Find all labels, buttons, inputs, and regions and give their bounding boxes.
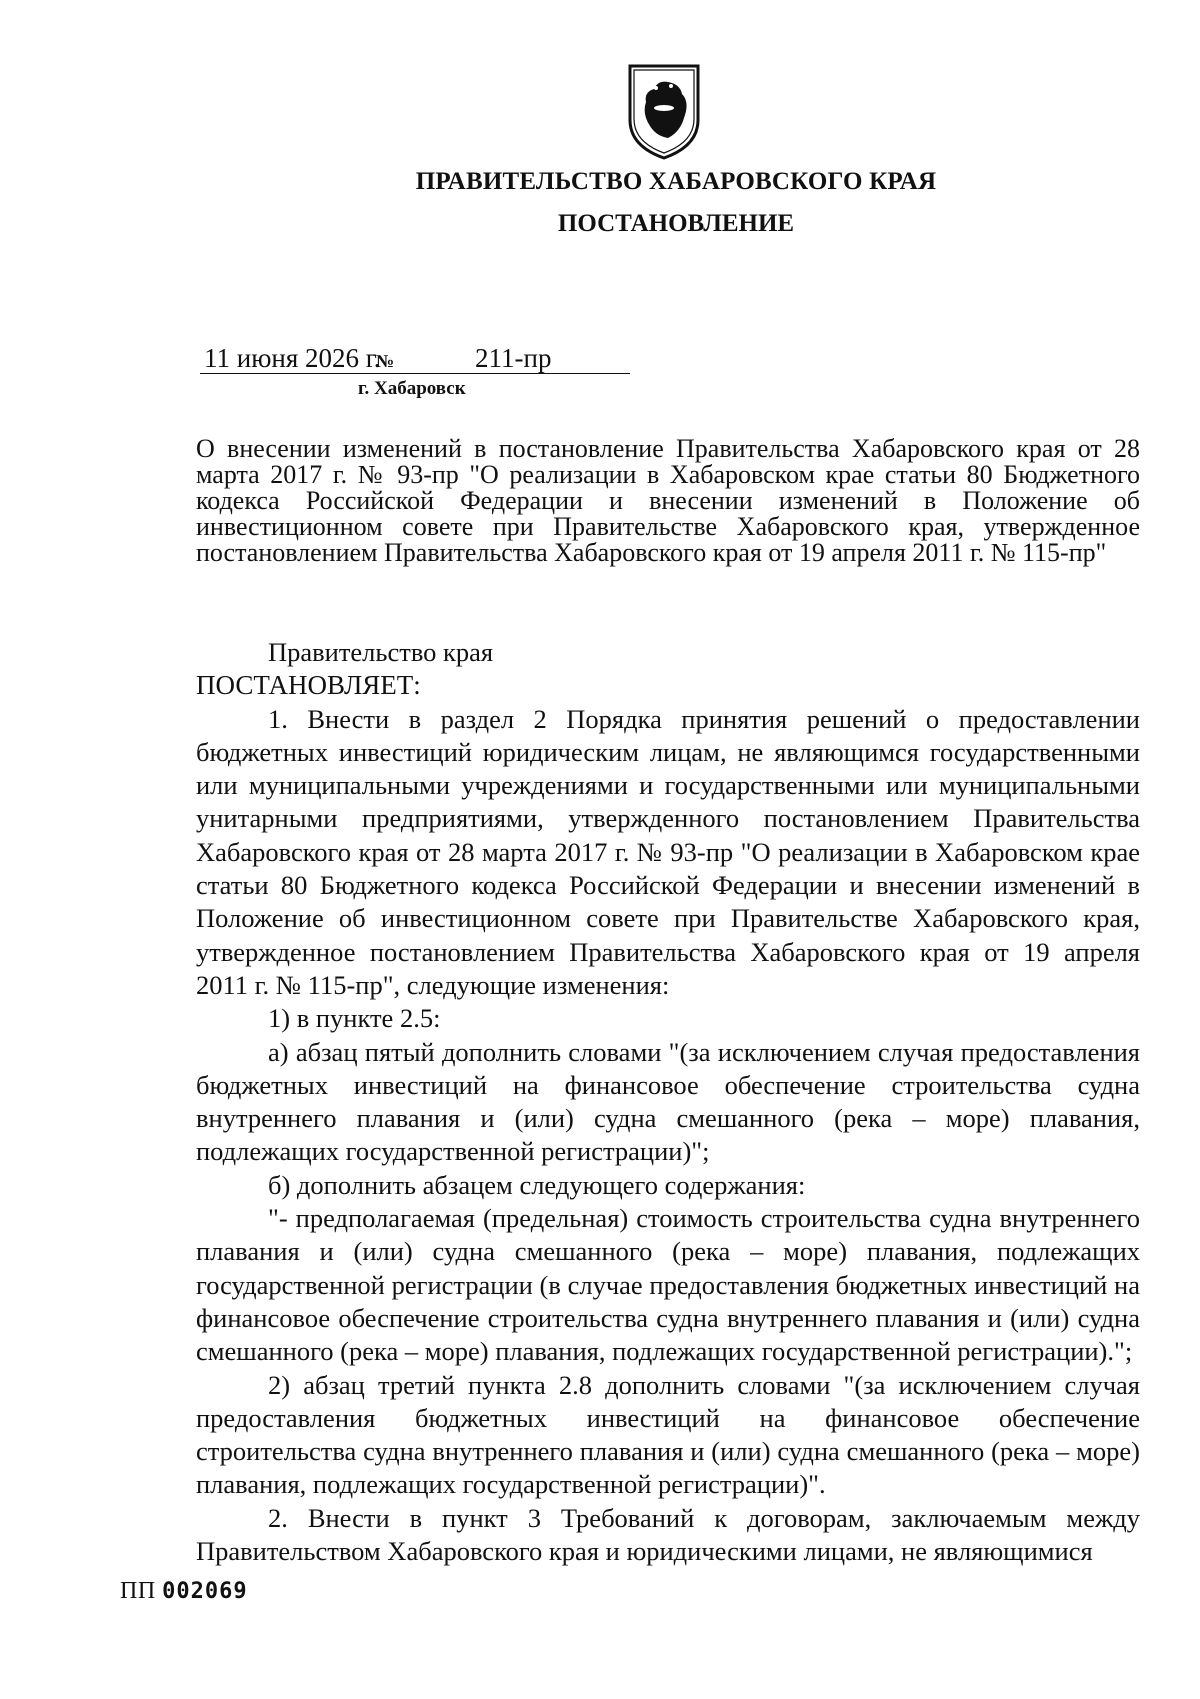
paragraph: б) дополнить абзацем следующего содержания:	[268, 1169, 806, 1200]
document-date: 11 июня 2026 г.	[204, 343, 381, 373]
paragraph: а) абзац пятый дополнить словами "(за исключением случая предоставления бюджетных инвестиций на финансовое обеспечение строительства судна внутреннего плавания и (или) судна смешанного (река – море) плавания, подлежащих государственной регистрации)";	[196, 1036, 1140, 1167]
organization-title: ПРАВИТЕЛЬСТВО ХАБАРОВСКОГО КРАЯ	[415, 168, 937, 195]
document-number: 211-пр	[475, 343, 552, 373]
preamble: Правительство края	[268, 637, 494, 667]
paragraph: "- предполагаемая (предельная) стоимость строительства судна внутреннего плавания и (или) судна смешанного (река – море) плавания, подлежащих государственной регистрации (в случае предоставления бюджетных инвестиций на финансовое обеспечение строительства судна внутреннего плавания и (или) судна смешанного (река – море) плавания, подлежащих государственной регистрации).";	[196, 1203, 1140, 1367]
number-sign: №	[376, 351, 395, 371]
document-subject: О внесении изменений в постановление Правительства Хабаровского края от 28 марта 2017 г. № 93-пр "О реализации в Хабаровском крае статьи 80 Бюджетного кодекса Российской Федерации и внесении изменений в Положение об инвестиционном совете при Правительстве Хабаровского края, утвержденное постановлением Правительства Хабаровского края от 19 апреля 2011 г. № 115-пр"	[196, 434, 1140, 567]
document-body	[196, 636, 1140, 1568]
stamp-prefix: ПП	[120, 1578, 156, 1604]
paragraph: 1) в пункте 2.5:	[268, 1003, 441, 1034]
coat-of-arms-bear-icon	[624, 62, 704, 162]
form-stamp	[120, 1578, 248, 1605]
stamp-number: 002069	[162, 1579, 248, 1604]
paragraph: 2) абзац третий пункта 2.8 дополнить словами "(за исключением случая предоставления бюджетных инвестиций на финансовое обеспечение строительства судна внутреннего плавания и (или) судна смешанного (река – море) плавания, подлежащих государственной регистрации)".	[196, 1369, 1140, 1500]
paragraph: 1. Внести в раздел 2 Порядка принятия решений о предоставлении бюджетных инвестиций юридическим лицам, не являющимся государственными или муниципальными учреждениями и государственными или муниципальными унитарными предприятиями, утвержденного постановлением Правительства Хабаровского края от 28 марта 2017 г. № 93-пр "О реализации в Хабаровском крае статьи 80 Бюджетного кодекса Российской Федерации и внесении изменений в Положение об инвестиционном совете при Правительстве Хабаровского края, утвержденное постановлением Правительства Хабаровского края от 19 апреля 2011 г. № 115-пр", следующие изменения:	[196, 703, 1140, 1000]
document-city: г. Хабаровск	[358, 378, 466, 399]
paragraph: 2. Внести в пункт 3 Требований к договорам, заключаемым между Правительством Хабаровского края и юридическими лицами, не являющимися	[196, 1502, 1140, 1567]
document-date-number	[200, 343, 630, 374]
decree-word: ПОСТАНОВЛЯЕТ:	[196, 670, 421, 701]
document-type: ПОСТАНОВЛЕНИЕ	[557, 210, 795, 237]
